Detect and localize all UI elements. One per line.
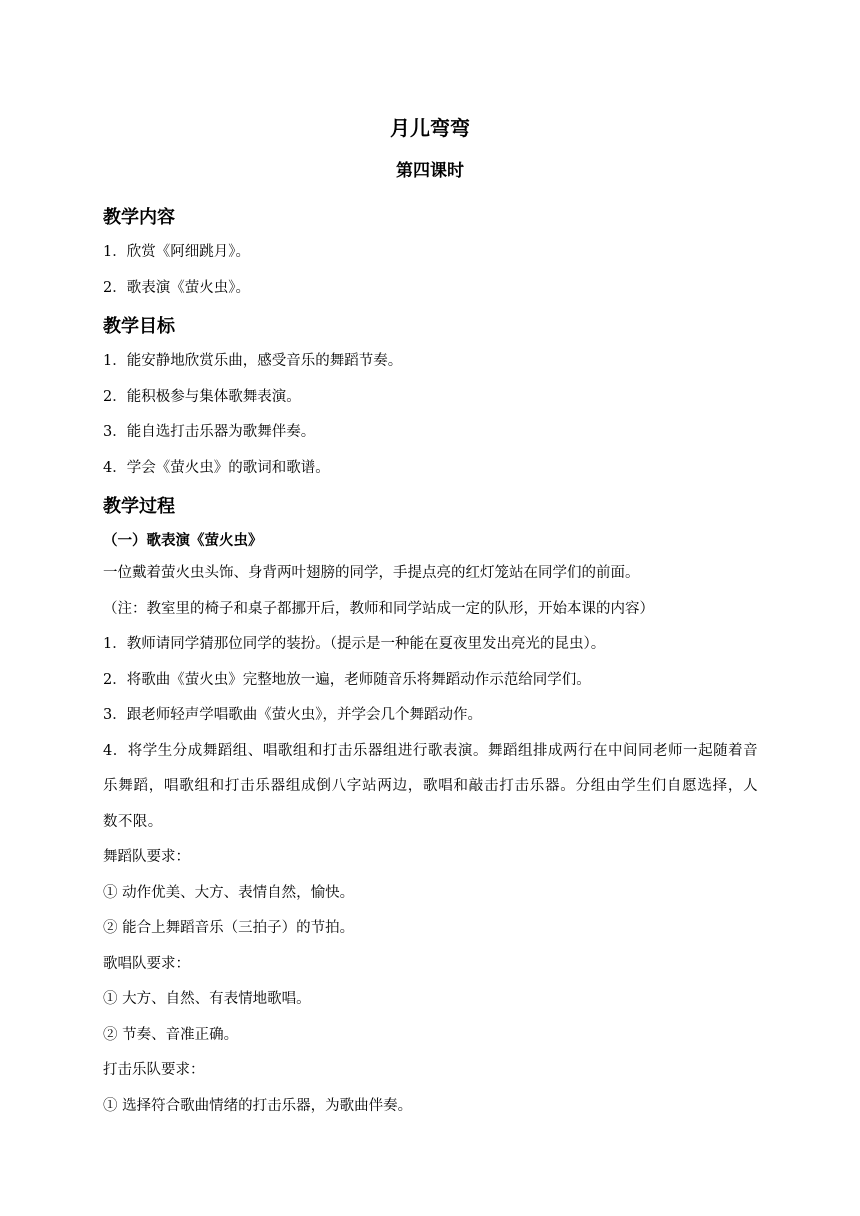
list-item: 1．欣赏《阿细跳月》。 [103,244,250,260]
list-item: 3．能自选打击乐器为歌舞伴奏。 [103,424,316,440]
subsection-heading: （一）歌表演《萤火虫》 [103,533,263,549]
section-heading-process: 教学过程 [103,496,175,517]
paragraph-line: 2．将歌曲《萤火虫》完整地放一遍，老师随音乐将舞蹈动作示范给同学们。 [103,671,591,688]
requirement-heading-percussion: 打击乐队要求： [103,1062,205,1078]
paragraph-line: 一位戴着萤火虫头饰、身背两叶翅膀的同学，手提点亮的红灯笼站在同学们的前面。 [103,565,640,581]
document-body [103,203,758,1124]
list-item: ① 大方、自然、有表情地歌唱。 [103,991,311,1007]
paragraph-line: 1．教师请同学猜那位同学的装扮。（提示是一种能在夏夜里发出亮光的昆虫）。 [103,636,606,652]
paragraph-step-4: 4．将学生分成舞蹈组、唱歌组和打击乐器组进行歌表演。舞蹈组排成两行在中间同老师一起随着音乐舞蹈，唱歌组和打击乐器组成倒八字站两边，歌唱和敲击打击乐器。分组由学生们自愿选择，人数不限。 [103,742,758,830]
list-item: ② 节奏、音准正确。 [103,1026,239,1043]
list-item: ① 动作优美、大方、表情自然，愉快。 [103,884,355,901]
list-item: 4．学会《萤火虫》的歌词和歌谱。 [103,459,330,476]
list-item: 2．能积极参与集体歌舞表演。 [103,388,301,405]
list-item: 2．歌表演《萤火虫》。 [103,279,250,296]
paragraph-line: （注：教室里的椅子和桌子都挪开后，教师和同学站成一定的队形，开始本课的内容） [103,600,654,617]
requirement-heading-dance: 舞蹈队要求： [103,849,190,865]
page-subtitle: 第四课时 [396,161,464,181]
section-heading-content: 教学内容 [103,207,175,228]
page-title: 月儿弯弯 [390,116,470,140]
section-heading-goals: 教学目标 [103,316,175,337]
requirement-heading-singing: 歌唱队要求： [103,955,190,972]
list-item: 1．能安静地欣赏乐曲，感受音乐的舞蹈节奏。 [103,353,403,369]
paragraph-line: 3．跟老师轻声学唱歌曲《萤火虫》，并学会几个舞蹈动作。 [103,707,482,723]
list-item: ② 能合上舞蹈音乐（三拍子）的节拍。 [103,920,355,936]
list-item: ① 选择符合歌曲情绪的打击乐器，为歌曲伴奏。 [103,1097,413,1114]
